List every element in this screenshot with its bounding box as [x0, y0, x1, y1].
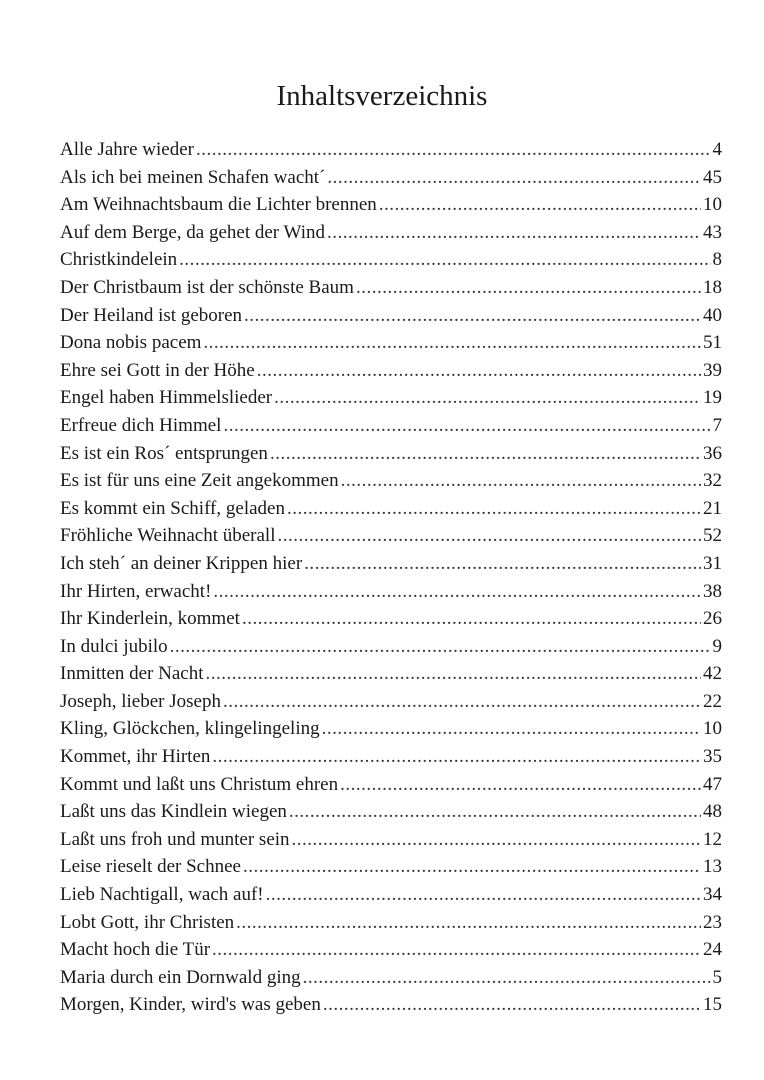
toc-entry [60, 964, 722, 992]
toc-entry [60, 274, 722, 302]
toc-entry-title: Es ist für uns eine Zeit angekommen [60, 470, 339, 492]
toc-entry-page-number: 10 [703, 194, 722, 216]
toc-entry-page-number: 15 [703, 994, 722, 1016]
dot-leader [236, 909, 701, 937]
toc-entry-page-number: 47 [703, 773, 722, 795]
toc-entry-title: Lobt Gott, ihr Christen [60, 911, 235, 933]
toc-entry [60, 164, 722, 192]
toc-entry-page-number: 42 [703, 663, 722, 685]
toc-entry-title: Alle Jahre wieder [60, 139, 194, 160]
toc-entry-page-number: 5 [712, 966, 722, 988]
toc-entry [60, 881, 722, 909]
toc-entry-title: Kommt und laßt uns Christum ehren [60, 773, 339, 795]
dot-leader [243, 853, 701, 881]
dot-leader [327, 219, 701, 247]
dot-leader [289, 798, 701, 826]
toc-entry [60, 578, 722, 606]
dot-leader [327, 164, 701, 192]
toc-entry-page-number: 43 [703, 221, 722, 243]
toc-entry [60, 357, 722, 385]
toc-entry-title: Ihr Hirten, erwacht! [60, 580, 212, 602]
toc-entry [60, 853, 722, 881]
toc-entry [60, 743, 722, 771]
dot-leader [266, 881, 701, 909]
toc-entry-page-number: 19 [703, 387, 722, 409]
toc-entry-title: Leise rieselt der Schnee [60, 856, 241, 878]
dot-leader [203, 329, 701, 357]
toc-entry [60, 302, 722, 330]
toc-entry [60, 219, 722, 247]
toc-entry-title: Maria durch ein Dornwald ging [60, 966, 301, 988]
toc-entry-title: In dulci jubilo [60, 635, 168, 657]
toc-entry-title: Auf dem Berge, da gehet der Wind [60, 221, 325, 243]
dot-leader [323, 991, 701, 1019]
toc-entry [60, 936, 722, 964]
toc-entry [60, 246, 722, 274]
toc-entry-title: Es kommt ein Schiff, geladen [60, 497, 285, 519]
page-title: Inhaltsverzeichnis [276, 80, 488, 112]
toc-entry [60, 605, 722, 633]
toc-entry [60, 412, 722, 440]
dot-leader [196, 136, 711, 164]
toc-entry [60, 826, 722, 854]
toc-entry-title: Ihr Kinderlein, kommet [60, 608, 240, 630]
toc-entry-title: Christkindelein [60, 249, 178, 271]
toc-entry [60, 136, 722, 164]
toc-entry [60, 329, 722, 357]
toc-entry-page-number: 35 [703, 746, 722, 768]
toc-entry-title: Engel haben Himmelslieder [60, 387, 273, 409]
toc-entry-page-number: 26 [703, 608, 722, 630]
dot-leader [212, 936, 701, 964]
dot-leader [322, 715, 701, 743]
toc-entry [60, 660, 722, 688]
toc-entry-page-number: 23 [703, 911, 722, 933]
toc-entry-title: Der Heiland ist geboren [60, 304, 243, 326]
dot-leader [340, 771, 701, 799]
toc-entry-title: Erfreue dich Himmel [60, 414, 222, 436]
dot-leader [303, 964, 711, 992]
toc-entry [60, 633, 722, 661]
toc-entry [60, 688, 722, 716]
toc-entry [60, 495, 722, 523]
toc-entry-title: Kling, Glöckchen, klingelingeling [60, 718, 320, 740]
toc-entry-title: Lieb Nachtigall, wach auf! [60, 884, 264, 906]
toc-entry-page-number: 48 [703, 801, 722, 823]
dot-leader [212, 743, 701, 771]
dot-leader [270, 440, 701, 468]
toc-entry-page-number: 8 [712, 249, 722, 271]
dot-leader [304, 550, 701, 578]
toc-entry-page-number: 32 [703, 470, 722, 492]
dot-leader [213, 578, 701, 606]
dot-leader [341, 467, 701, 495]
toc-entry-title: Es ist ein Ros´ entsprungen [60, 442, 268, 464]
toc-entry-title: Dona nobis pacem [60, 332, 202, 354]
toc-entry-page-number: 7 [712, 414, 722, 436]
toc-entry [60, 909, 722, 937]
toc-entry-page-number: 34 [703, 884, 722, 906]
toc-entry-title: Ich steh´ an deiner Krippen hier [60, 552, 303, 574]
toc-entry [60, 550, 722, 578]
toc-entry-title: Laßt uns das Kindlein wiegen [60, 801, 287, 823]
toc-entry [60, 522, 722, 550]
toc-entry-page-number: 52 [703, 525, 722, 547]
toc-entry-page-number: 40 [703, 304, 722, 326]
toc-entry-page-number: 36 [703, 442, 722, 464]
dot-leader [223, 412, 710, 440]
dot-leader [244, 302, 701, 330]
toc-entry-page-number: 4 [712, 139, 722, 160]
dot-leader [274, 384, 701, 412]
toc-entry-page-number: 13 [703, 856, 722, 878]
toc-entry-title: Laßt uns froh und munter sein [60, 828, 290, 850]
dot-leader [287, 495, 701, 523]
toc-entry-title: Ehre sei Gott in der Höhe [60, 359, 255, 381]
toc-entry-page-number: 9 [712, 635, 722, 657]
toc-entry-page-number: 39 [703, 359, 722, 381]
dot-leader [356, 274, 701, 302]
toc-entry-title: Fröhliche Weihnacht überall [60, 525, 276, 547]
toc-entry-page-number: 21 [703, 497, 722, 519]
dot-leader [379, 191, 701, 219]
toc-entry-page-number: 38 [703, 580, 722, 602]
toc-entry [60, 191, 722, 219]
toc-entry [60, 440, 722, 468]
dot-leader [223, 688, 701, 716]
toc-entry-page-number: 18 [703, 276, 722, 298]
toc-entry [60, 798, 722, 826]
toc-entry-page-number: 31 [703, 552, 722, 574]
toc-entry-title: Inmitten der Nacht [60, 663, 204, 685]
toc-entry-page-number: 10 [703, 718, 722, 740]
toc-entry-title: Als ich bei meinen Schafen wacht´ [60, 166, 326, 188]
toc-entry [60, 771, 722, 799]
dot-leader [257, 357, 701, 385]
dot-leader [242, 605, 701, 633]
table-of-contents [60, 136, 722, 1019]
toc-entry-title: Macht hoch die Tür [60, 939, 211, 961]
toc-entry-page-number: 12 [703, 828, 722, 850]
dot-leader [206, 660, 701, 688]
toc-entry [60, 467, 722, 495]
dot-leader [179, 246, 710, 274]
toc-entry-title: Morgen, Kinder, wird's was geben [60, 994, 321, 1016]
toc-entry-page-number: 22 [703, 690, 722, 712]
toc-entry-title: Am Weihnachtsbaum die Lichter brennen [60, 194, 377, 216]
dot-leader [292, 826, 701, 854]
toc-entry-page-number: 24 [703, 939, 722, 961]
toc-entry [60, 384, 722, 412]
toc-entry [60, 991, 722, 1019]
toc-entry-page-number: 51 [703, 332, 722, 354]
toc-entry [60, 715, 722, 743]
dot-leader [170, 633, 711, 661]
toc-entry-page-number: 45 [703, 166, 722, 188]
toc-entry-title: Joseph, lieber Joseph [60, 690, 221, 712]
toc-entry-title: Kommet, ihr Hirten [60, 746, 211, 768]
dot-leader [278, 522, 702, 550]
toc-entry-title: Der Christbaum ist der schönste Baum [60, 276, 354, 298]
